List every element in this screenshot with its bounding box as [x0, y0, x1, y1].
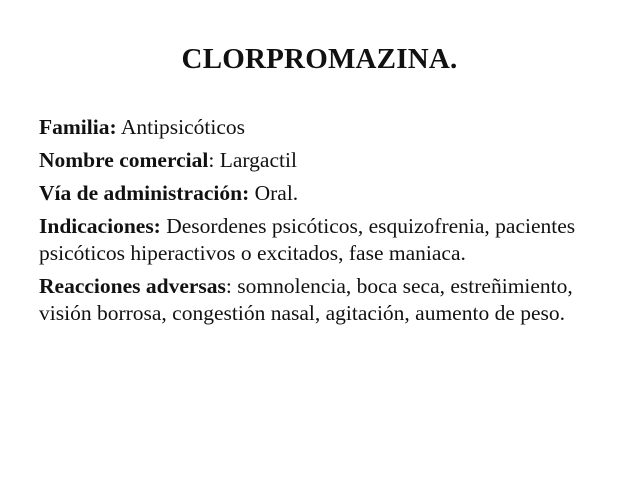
- drug-info-list: [39, 114, 624, 333]
- entry-label: Familia:: [39, 115, 117, 139]
- entry-reacciones-adversas: [39, 273, 624, 327]
- entry-value: Desordenes psicóticos, esquizofrenia, pacientes psicóticos hiperactivos o excitados, fase maniaca.: [39, 214, 576, 265]
- entry-familia: [39, 114, 624, 141]
- entry-via-administracion: [39, 180, 624, 207]
- entry-separator: :: [225, 274, 238, 298]
- entry-value: Oral.: [254, 181, 299, 205]
- entry-label: Nombre comercial: [39, 148, 209, 172]
- entry-label: Reacciones adversas: [39, 274, 226, 298]
- entry-value: Largactil: [219, 148, 297, 172]
- entry-label: Vía de administración:: [39, 181, 250, 205]
- entry-value: Antipsicóticos: [120, 115, 246, 139]
- entry-indicaciones: [39, 213, 624, 267]
- page-title: CLORPROMAZINA.: [181, 43, 458, 75]
- entry-value: somnolencia, boca seca, estreñimiento, visión borrosa, congestión nasal, agitación, aumento de peso.: [39, 274, 573, 325]
- entry-label: Indicaciones:: [39, 214, 161, 238]
- entry-separator: :: [208, 148, 220, 172]
- entry-nombre-comercial: [39, 147, 624, 174]
